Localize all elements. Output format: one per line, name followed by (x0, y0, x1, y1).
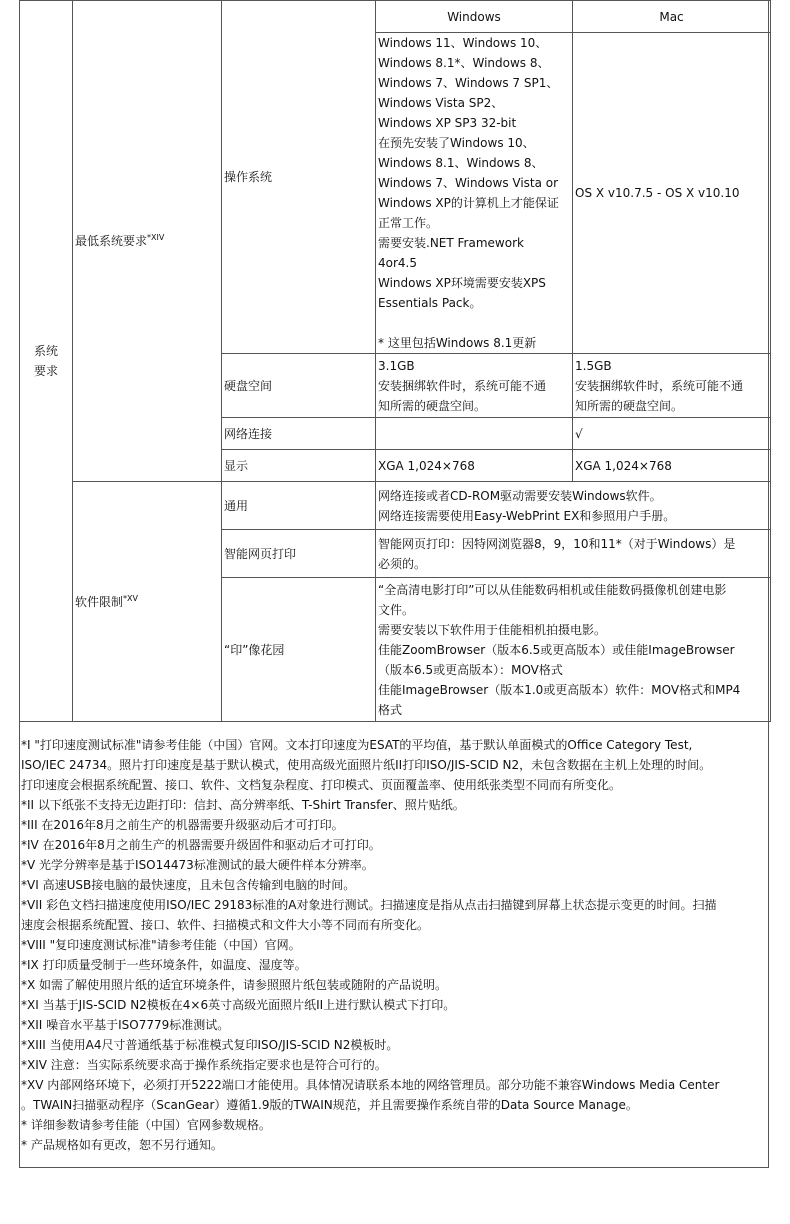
category-system-requirements: 系统 要求 (20, 1, 73, 722)
network-mac-value: √ (573, 418, 771, 450)
footnote-line: * 详细参数请参考佳能（中国）官网参数规格。 (21, 1118, 271, 1132)
footnote-line: *X 如需了解使用照片纸的适宜环境条件，请参照照片纸包装或随附的产品说明。 (21, 978, 448, 992)
disk-label: 硬盘空间 (222, 354, 376, 418)
footnote-line: *XIII 当使用A4尺寸普通纸基于标准模式复印ISO/JIS-SCID N2模板时。 (21, 1038, 399, 1052)
footnote-line: ISO/IEC 24734。照片打印速度是基于默认模式，使用高级光面照片纸II打印ISO/JIS-SCID N2，未包含数据在主机上处理的时间。 (21, 758, 712, 772)
display-windows-value: XGA 1,024×768 (376, 450, 573, 482)
system-requirements-table (19, 0, 771, 722)
garden-label: “印”像花园 (222, 578, 376, 722)
network-label: 网络连接 (222, 418, 376, 450)
disk-windows-value: 3.1GB 安装捆绑软件时，系统可能不通 知所需的硬盘空间。 (376, 354, 573, 418)
min-requirements-label: 最低系统要求$^{*XIV}$ (73, 1, 222, 482)
footnote-line: * 产品规格如有更改，恕不另行通知。 (21, 1138, 223, 1152)
network-windows-value (376, 418, 573, 450)
footnote-line: *XV 内部网络环境下，必须打开5222端口才能使用。具体情况请联系本地的网络管理员。部分功能不兼容Windows Media Center (21, 1078, 720, 1092)
general-value: 网络连接或者CD-ROM驱动需要安装Windows软件。 网络连接需要使用Easy-WebPrint EX和参照用户手册。 (376, 482, 771, 530)
footnote-line: *VII 彩色文档扫描速度使用ISO/IEC 29183标准的A对象进行测试。扫描速度是指从点击扫描键到屏幕上状态提示变更的时间。扫描 (21, 898, 717, 912)
footnote-line: 速度会根据系统配置、接口、软件、扫描模式和文件大小等不同而有所变化。 (21, 918, 430, 932)
software-limit-label: 软件限制$^{*XV}$ (73, 482, 222, 722)
footnote-line: *XI 当基于JIS-SCID N2模板在4×6英寸高级光面照片纸II上进行默认模式下打印。 (21, 998, 456, 1012)
windows-header: Windows (376, 1, 573, 33)
footnote-line: *IX 打印质量受制于一些环境条件，如温度、湿度等。 (21, 958, 307, 972)
disk-mac-value: 1.5GB 安装捆绑软件时，系统可能不通 知所需的硬盘空间。 (573, 354, 771, 418)
display-label: 显示 (222, 450, 376, 482)
garden-value: “全高清电影打印”可以从佳能数码相机或佳能数码摄像机创建电影 文件。 需要安装以下软件用于佳能相机拍摄电影。 佳能ZoomBrowser（版本6.5或更高版本）或佳能ImageBrowser （版本6.5或更高版本）：MOV格式 佳能ImageBrowser（版本1.0或更高版本）软件：MOV格式和MP4 格式 (376, 578, 771, 722)
os-mac-value: OS X v10.7.5 - OS X v10.10 (573, 33, 771, 354)
os-windows-value: Windows 11、Windows 10、 Windows 8.1*、Windows 8、 Windows 7、Windows 7 SP1、 Windows Vista SP2、 Windows XP SP3 32-bit 在预先安装了Windows 10、 Windows 8.1、Windows 8、 Windows 7、Windows Vista or Windows XP的计算机上才能保证 正常工作。 需要安装.NET Framework 4or4.5 Windows XP环境需要安装XPS Essentials Pack。 * 这里包括Windows 8.1更新 (376, 33, 573, 354)
footnote-line: 打印速度会根据系统配置、接口、软件、文档复杂程度、打印模式、页面覆盖率、使用纸张类型不同而有所变化。 (21, 778, 622, 792)
footnote-line: *VI 高速USB接电脑的最快速度，且未包含传输到电脑的时间。 (21, 878, 356, 892)
mac-header: Mac (573, 1, 771, 33)
os-label: 操作系统 (222, 1, 376, 354)
footnote-line: *XIV 注意：当实际系统要求高于操作系统指定要求也是符合可行的。 (21, 1058, 387, 1072)
footnote-line: *III 在2016年8月之前生产的机器需要升级驱动后才可打印。 (21, 818, 344, 832)
footnote-line: *IV 在2016年8月之前生产的机器需要升级固件和驱动后才可打印。 (21, 838, 381, 852)
footnote-line: *VIII "复印速度测试标准"请参考佳能（中国）官网。 (21, 938, 301, 952)
footnote-line: *XII 噪音水平基于ISO7779标准测试。 (21, 1018, 230, 1032)
footnote-line: *V 光学分辨率是基于ISO14473标准测试的最大硬件样本分辨率。 (21, 858, 374, 872)
smart-web-print-label: 智能网页打印 (222, 530, 376, 578)
smart-web-print-value: 智能网页打印：因特网浏览器8，9，10和11*（对于Windows）是 必须的。 (376, 530, 771, 578)
display-mac-value: XGA 1,024×768 (573, 450, 771, 482)
footnote-line: *I "打印速度测试标准"请参考佳能（中国）官网。文本打印速度为ESAT的平均值，基于默认单面模式的Office Category Test, (21, 738, 693, 752)
footnote-line: *II 以下纸张不支持无边距打印：信封、高分辨率纸、T-Shirt Transfer、照片贴纸。 (21, 798, 465, 812)
general-label: 通用 (222, 482, 376, 530)
footnote-line: 。TWAIN扫描驱动程序（ScanGear）遵循1.9版的TWAIN规范，并且需要操作系统自带的Data Source Manage。 (21, 1098, 638, 1112)
footnotes (21, 735, 767, 1155)
